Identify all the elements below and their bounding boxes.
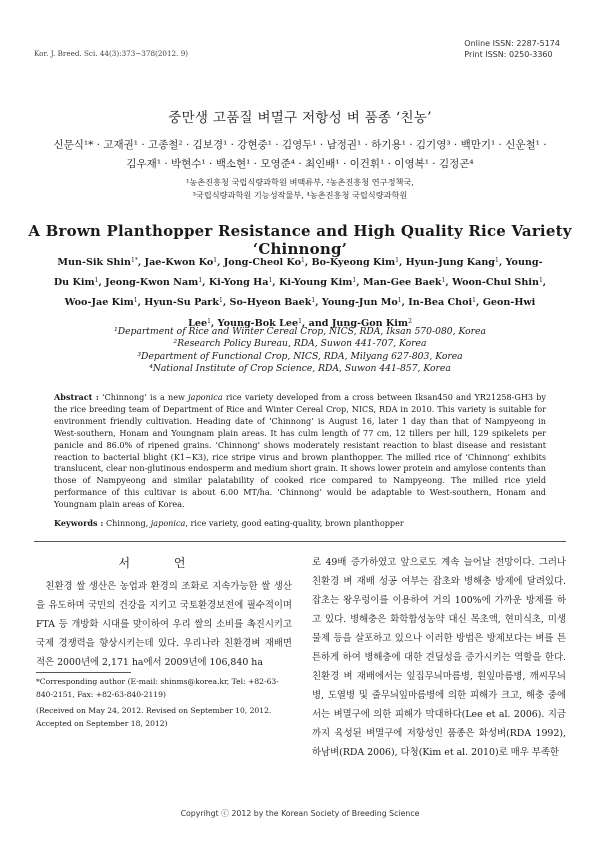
author-affil-sup: 1 — [133, 297, 138, 305]
keywords-text-b: , rice variety, good eating-quality, brown planthopper — [185, 518, 404, 528]
english-author: Woon-Chul Shin$^1$ — [452, 277, 543, 289]
author-affil-sup: 1 — [352, 277, 357, 285]
english-author: Hyun-Su Park$^1$ — [144, 297, 223, 309]
english-affiliation: ²Research Policy Bureau, RDA, Suwon 441-707, Korea — [173, 338, 427, 350]
intro-right-column — [312, 553, 566, 762]
section-divider — [34, 541, 566, 542]
intro-left-paragraph: 친환경 쌀 생산은 농업과 환경의 조화로 지속가능한 쌀 생산을 유도하며 국민의 건강을 지키고 국토환경보전에 필수적이며 FTA 등 개방화 시대를 맞이하여 우리 쌀의 소비를 촉진시키고 국제 경쟁력을 향상시키는데 있다. 우리나라 친환경벼 재배면적은 2000년에 2,171 ha에서 2009년에 106,840 ha — [36, 581, 292, 668]
author-affil-sup: 1 — [94, 277, 99, 285]
korean-authors — [40, 136, 560, 174]
english-author: Young-Jun Mo$^1$ — [321, 297, 402, 309]
issn-block — [464, 38, 560, 60]
author-affil-sup: 1 — [268, 277, 273, 285]
english-author: Hyun-Jung Kang$^1$ — [405, 257, 499, 268]
english-author: Ki-Young Kim$^1$ — [278, 277, 357, 289]
author-affil-sup: 1 — [472, 297, 476, 305]
print-issn: Print ISSN: 0250-3360 — [464, 50, 553, 59]
korean-authors-line-2: 김우재¹ · 박현수¹ · 백소현¹ · 모영준⁴ · 최인배¹ · 이건휘¹ · 이영복¹ · 김정곤⁴ — [126, 158, 474, 170]
author-affil-sup: 1 — [538, 277, 543, 285]
korean-affiliations — [60, 176, 540, 202]
author-affil-sup: 1 — [311, 297, 316, 305]
english-author: Man-Gee Baek$^1$ — [362, 277, 446, 289]
author-affil-sup: 1 — [298, 317, 302, 325]
abstract-italic: japonica — [188, 392, 223, 402]
online-issn: Online ISSN: 2287-5174 — [464, 39, 560, 48]
copyright-footer: Copyrihgt ⓒ 2012 by the Korean Society of Breeding Science — [180, 809, 420, 818]
author-affil-sup: 1* — [131, 257, 138, 264]
intro-heading: 서 언 — [118, 556, 206, 570]
abstract — [54, 392, 546, 511]
korean-affil-line-1: ¹농촌진흥청 국립식량과학원 벼맥류부, ²농촌진흥청 연구정책국, — [186, 177, 414, 187]
abstract-text-a: ‘Chinnong’ is a new — [102, 392, 189, 402]
english-author: Woo-Jae Kim$^1$ — [64, 297, 138, 309]
english-author: Young-Bok Lee$^1$ — [217, 317, 302, 329]
english-affiliation: ⁴National Institute of Crop Science, RDA, Suwon 441-857, Korea — [149, 363, 451, 375]
intro-right-paragraph: 로 49배 증가하였고 앞으로도 계속 늘어날 전망이다. 그러나 친환경 벼 재배 성공 여부는 잡초와 병해충 방제에 달려있다. 잡초는 왕우렁이를 이용하여 거의 100%에 가까운 방제를 하고 있다. 병해충은 화학합성농약 대신 목초액, 현미식초, 미생물제 등을 살포하고 있으나 이러한 방법은 방제보다는 벼를 튼튼하게 하여 병해충에 대한 견딜성을 증가시키는 역할을 한다. 친환경 벼 재배에서는 잎집무늬마름병, 흰잎마름병, 깨씨무늬병, 도열병 및 줄무늬잎마름병에 의한 피해가 크고, 해충 중에서는 벼멸구에 의한 피해가 막대하다(Lee et al. 2006). 지금까지 육성된 벼멸구에 저항성인 품종은 화성벼(RDA 1992), 하남벼(RDA 2006), 다청(Kim et al. 2010)로 매우 부족한 — [312, 557, 566, 758]
author-affil-sup: 1 — [441, 277, 446, 285]
author-affil-sup: 1 — [207, 317, 211, 325]
author-affil-sup: 1 — [397, 297, 402, 305]
keywords-text-a: Chinnong, — [105, 518, 151, 528]
footnote — [36, 676, 292, 730]
keywords-italic: japonica — [150, 518, 186, 528]
english-author: In-Bea Choi$^1$ — [408, 297, 476, 309]
journal-citation: Kor. J. Breed. Sci. 44(3):373~378(2012. 9) — [34, 49, 189, 58]
intro-left-column — [36, 577, 292, 672]
received-dates: (Received on May 24, 2012. Revised on September 10, 2012. Accepted on September 18, 2012) — [36, 706, 272, 728]
keywords — [54, 518, 546, 528]
english-affiliation: ³Department of Functional Crop, NICS, RDA, Milyang 627-803, Korea — [137, 350, 463, 362]
english-author: Geon-Hwi Lee$^1$ — [188, 297, 536, 329]
english-author: Jae-Kwon Ko$^1$ — [144, 257, 218, 268]
corresponding-author: *Corresponding author (E-mail: shinms@korea.kr, Tel: +82-63-840-2151, Fax: +82-63-840-2119) — [36, 677, 279, 699]
author-affil-sup: 1 — [219, 297, 223, 305]
english-author: Jong-Cheol Ko$^1$ — [223, 257, 305, 268]
english-affiliations — [80, 326, 520, 376]
english-authors: Mun-Sik Shin$^{1*}$, Jae-Kwon Ko$^1$, Jong-Cheol Ko$^1$, Bo-Kyeong Kim$^1$, Hyun-Jung Kang$^1$, Young-Du Kim$^1$, Jeong-Kwon Nam$^1$, Ki-Yong Ha$^1$, Ki-Young Kim$^1$, Man-Gee Baek$^1$, Woon-Chul Shin$^1$, Woo-Jae Kim$^1$, Hyun-Su Park$^1$, So-Hyeon Baek$^1$, Young-Jun Mo$^1$, In-Bea Choi$^1$, Geon-Hwi Lee$^1$, Young-Bok Lee$^1$, and Jung-Gon Kim$^2$ — [53, 257, 547, 329]
english-author: Bo-Kyeong Kim$^1$ — [311, 257, 399, 268]
english-title: A Brown Planthopper Resistance and High Quality Rice Variety ‘Chinnong’ — [28, 222, 572, 258]
abstract-text-b: rice variety developed from a cross between Iksan450 and YR21258-GH3 by the rice breeding team of Department of Rice and Winter Cereal Crop, NICS, RDA in 2010. This variety is suitable for environment friendly cultivation. Heading date of ‘Chinnong’ is August 16, later 1 day than that of Nampyeong in West-southern, Honam and Youngnam plain areas. It has culm length of 77 cm, 12 tillers per hill, 129 spikelets per panicle and 86.0% of ripened grains. ‘Chinnong’ shows moderately resistant reaction to blast disease and resistant reaction to bacterial blight (K1~K3), rice stripe virus and brown planthopper. The milled rice of ‘Chinnong’ exhibits translucent, clear non-glutinous endosperm and medium short grain. It shows lower protein and amylose contents than those of Nampyeong and similar palatability of cooked rice compared to Nampyeong. The milled rice yield performance of this cultivar is about 6.00 MT/ha. ‘Chinnong’ would be adaptable to West-southern, Honam and Youngnam plain areas of Korea. — [54, 392, 546, 510]
author-affil-sup: 1 — [213, 257, 218, 264]
english-author: Young-Du Kim$^1$ — [53, 257, 543, 289]
english-author: Ki-Yong Ha$^1$ — [208, 277, 273, 289]
abstract-label: Abstract : — [54, 392, 99, 402]
keywords-label: Keywords : — [54, 518, 104, 528]
author-affil-sup: 1 — [300, 257, 305, 264]
korean-authors-line-1: 신문식¹* · 고재권¹ · 고종철² · 김보경¹ · 강현중¹ · 김영두¹ · 남정권¹ · 하기용¹ · 김기영³ · 백만기¹ · 신운철¹ · — [53, 139, 547, 151]
korean-title: 중만생 고품질 벼멸구 저항성 벼 품종 ‘친농’ — [168, 110, 432, 126]
english-author: So-Hyeon Baek$^1$ — [229, 297, 316, 309]
korean-affil-line-2: ³국립식량과학원 기능성작물부, ⁴농촌진흥청 국립식량과학원 — [192, 190, 408, 200]
author-affil-sup: 1 — [495, 257, 499, 264]
english-author: Mun-Sik Shin$^{1*}$ — [57, 257, 138, 268]
english-affiliation: ¹Department of Rice and Winter Cereal Crop, NICS, RDA, Iksan 570-080, Korea — [114, 326, 486, 337]
english-author: Jung-Gon Kim$^2$ — [331, 317, 412, 329]
author-affil-sup: 1 — [395, 257, 399, 264]
english-author: Jeong-Kwon Nam$^1$ — [105, 277, 203, 289]
author-affil-sup: 2 — [408, 317, 412, 325]
author-affil-sup: 1 — [198, 277, 203, 285]
footnote-rule — [36, 672, 131, 673]
